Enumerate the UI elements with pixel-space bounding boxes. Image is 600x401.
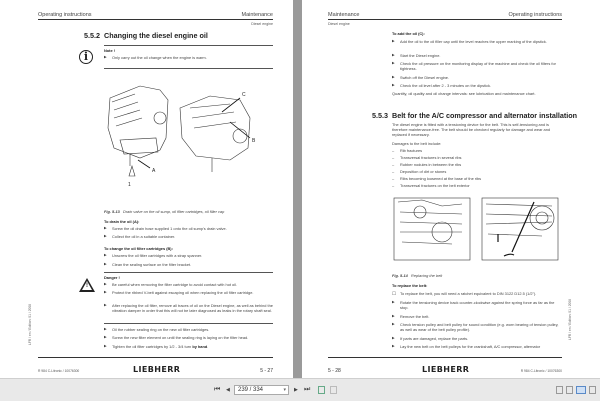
last-page-icon[interactable]: ⏭ <box>304 386 311 393</box>
danger-rule-bottom <box>104 323 273 324</box>
single-page-view-icon[interactable] <box>556 386 563 394</box>
list-item: ▶ Screw the new filter element on until the sealing ring is laying on the filter head. <box>104 335 274 340</box>
replace-heading: To replace the belt: <box>392 283 428 288</box>
danger-rule-top <box>104 272 273 273</box>
footer-rule <box>38 357 273 358</box>
filter-heading: To change the oil filter cartridges (B): <box>104 246 173 251</box>
running-header-left: Maintenance <box>328 12 360 18</box>
info-icon: i <box>79 50 93 64</box>
page-left <box>0 0 293 378</box>
header-rule <box>38 19 273 20</box>
list-item: ▶ Lay the new belt on the belt pulleys for the crankshaft, A/C compressor, alternator <box>392 344 567 349</box>
engine-illustration <box>100 78 260 198</box>
drain-heading: To drain the oil (A): <box>104 219 140 224</box>
running-header-right: Operating instructions <box>508 12 562 18</box>
damages-heading: Damages to the belt include: <box>392 141 442 146</box>
list-item: ▶ Check the oil pressure on the monitoring display of the machine and check the oil filters for tightness. <box>392 61 560 71</box>
list-item: – Rib fractures <box>392 148 422 153</box>
next-page-icon[interactable]: ▶ <box>294 387 298 393</box>
page-number-input[interactable]: 239 / 334 ▾ <box>234 385 289 395</box>
list-item: – Transversal fractures in several ribs <box>392 155 461 160</box>
list-item: – Ribs becoming loosened at the base of the ribs <box>392 176 481 181</box>
running-header-sub: Diesel engine <box>251 22 273 26</box>
list-item: – Transversal fractures on the belt exterior <box>392 183 470 188</box>
list-item: ▶ Add the oil to the oil filler cap until the level reaches the upper marking of the dipstick. <box>392 39 560 44</box>
section-number: 5.5.2 <box>84 31 100 40</box>
liebherr-logo: LIEBHERR <box>422 365 470 374</box>
note-item: ▶ Only carry out the oil change when the engine is warm. <box>104 55 274 60</box>
list-item: ▶ Protect the ribbed V-belt against escaping oil when replacing the oil filter cartridge. <box>104 290 274 295</box>
chevron-down-icon[interactable]: ▾ <box>283 387 286 393</box>
list-item: – Deposition of dirt or stones <box>392 169 446 174</box>
prev-page-icon[interactable]: ◀ <box>226 387 230 393</box>
callout-b: B <box>252 138 256 144</box>
belt-illustration <box>392 192 562 264</box>
list-item: – Rubber nodules in between the ribs <box>392 162 461 167</box>
page-number: 5 - 28 <box>328 368 341 374</box>
oil-quantity-note: Quantity, oil quality and oil change intervals: see lubrication and maintenance chart. <box>392 91 536 96</box>
header-rule <box>328 19 562 20</box>
page-right <box>302 0 600 378</box>
paste-icon[interactable] <box>330 386 337 394</box>
two-page-continuous-icon[interactable] <box>589 386 596 394</box>
two-page-view-icon[interactable] <box>576 386 586 394</box>
warning-icon: ! <box>79 278 95 292</box>
footer-reference: R 984 C-Litronic / 10076300 <box>520 369 562 373</box>
callout-a: A <box>152 168 156 174</box>
note-rule-top <box>104 45 273 46</box>
section-title: Belt for the A/C compressor and alternator installation <box>392 111 578 120</box>
list-item: ▶ Check the oil level after 2 - 3 minutes on the dipstick. <box>392 83 560 88</box>
running-header-left: Operating instructions <box>38 12 92 18</box>
list-item: ▶ Screw the oil drain hose supplied 1 onto the oil sump's drain valve. <box>104 226 274 231</box>
list-item: ▶ Tighten the oil filter cartridges by 1/2 - 3/4 turn by hand. <box>104 344 274 349</box>
edition-side-text: LFR / en / Edition: 01 / 2008 <box>28 303 32 345</box>
callout-1: 1 <box>128 182 131 188</box>
list-item: ▶ After replacing the oil filter, remove all traces of oil on the Diesel engine, as well as behind the vibration damper in order that this will not be later diagnosed as leaks in the rotary shaft seal. <box>104 303 274 313</box>
first-page-icon[interactable]: ⏮ <box>214 386 221 393</box>
list-item: ▶ Remove the belt. <box>392 314 562 319</box>
list-item: ▶ Start the Diesel engine. <box>392 53 560 58</box>
list-item: ▶ Collect the oil in a suitable container. <box>104 234 274 239</box>
list-item: ▶ Be careful when removing the filter cartridge to avoid contact with hot oil. <box>104 282 274 287</box>
list-item: ▶ Clean the sealing surface on the filter bracket. <box>104 262 274 267</box>
list-item: ▶ Check tension pulley and belt pulley for sound condition (e.g. worn bearing of tension pulley, as well as wear of the belt pulley profile). <box>392 322 562 332</box>
belt-intro: The diesel engine is fitted with a tensioning device for the belt. This is self-tensioning and is therefore maintenance-free. The belt should be checked regularly for damage and wear and replaced if necessary. <box>392 122 551 138</box>
footer-reference: R 984 C-Litronic / 10076300 <box>38 369 80 373</box>
section-title: Changing the diesel engine oil <box>104 31 208 40</box>
list-item: ▶ Unscrew the oil filter cartridges with a strap spanner. <box>104 253 274 258</box>
figure-caption: Fig. 5-14 Replacing the belt <box>392 273 443 278</box>
edition-side-text: LFR / en / Edition: 01 / 2008 <box>568 298 572 340</box>
list-item: ▶ Rotate the tensioning device back counter-clockwise against the spring force as far as the stop. <box>392 300 562 310</box>
running-header-sub: Diesel engine <box>328 22 350 26</box>
running-header-right: Maintenance <box>241 12 273 18</box>
note-rule-bottom <box>104 68 273 69</box>
list-item: ▶ Oil the rubber sealing ring on the new oil filter cartridges. <box>104 327 274 332</box>
figure-caption: Fig. 5-13 Drain valve on the oil sump, oil filter cartridges, oil filler cap <box>104 209 225 214</box>
list-item: ▶ Switch off the Diesel engine. <box>392 75 560 80</box>
callout-c: C <box>242 92 246 98</box>
danger-title: Danger ! <box>104 275 120 280</box>
navigation-toolbar <box>0 378 600 401</box>
copy-icon[interactable] <box>318 386 325 394</box>
section-number: 5.5.3 <box>372 111 388 120</box>
list-item: ▶ If parts are damaged, replace the parts. <box>392 336 562 341</box>
page-number: 5 - 27 <box>260 368 273 374</box>
liebherr-logo: LIEBHERR <box>133 365 181 374</box>
continuous-view-icon[interactable] <box>566 386 573 394</box>
note-title: Note ! <box>104 48 116 53</box>
add-oil-heading: To add the oil (C): <box>392 31 425 36</box>
prerequisite-item: ☐ To replace the belt, you will need a ratchet equivalent to DIN 3122 D12.5 (1/2"). <box>392 291 564 296</box>
footer-rule <box>328 357 562 358</box>
